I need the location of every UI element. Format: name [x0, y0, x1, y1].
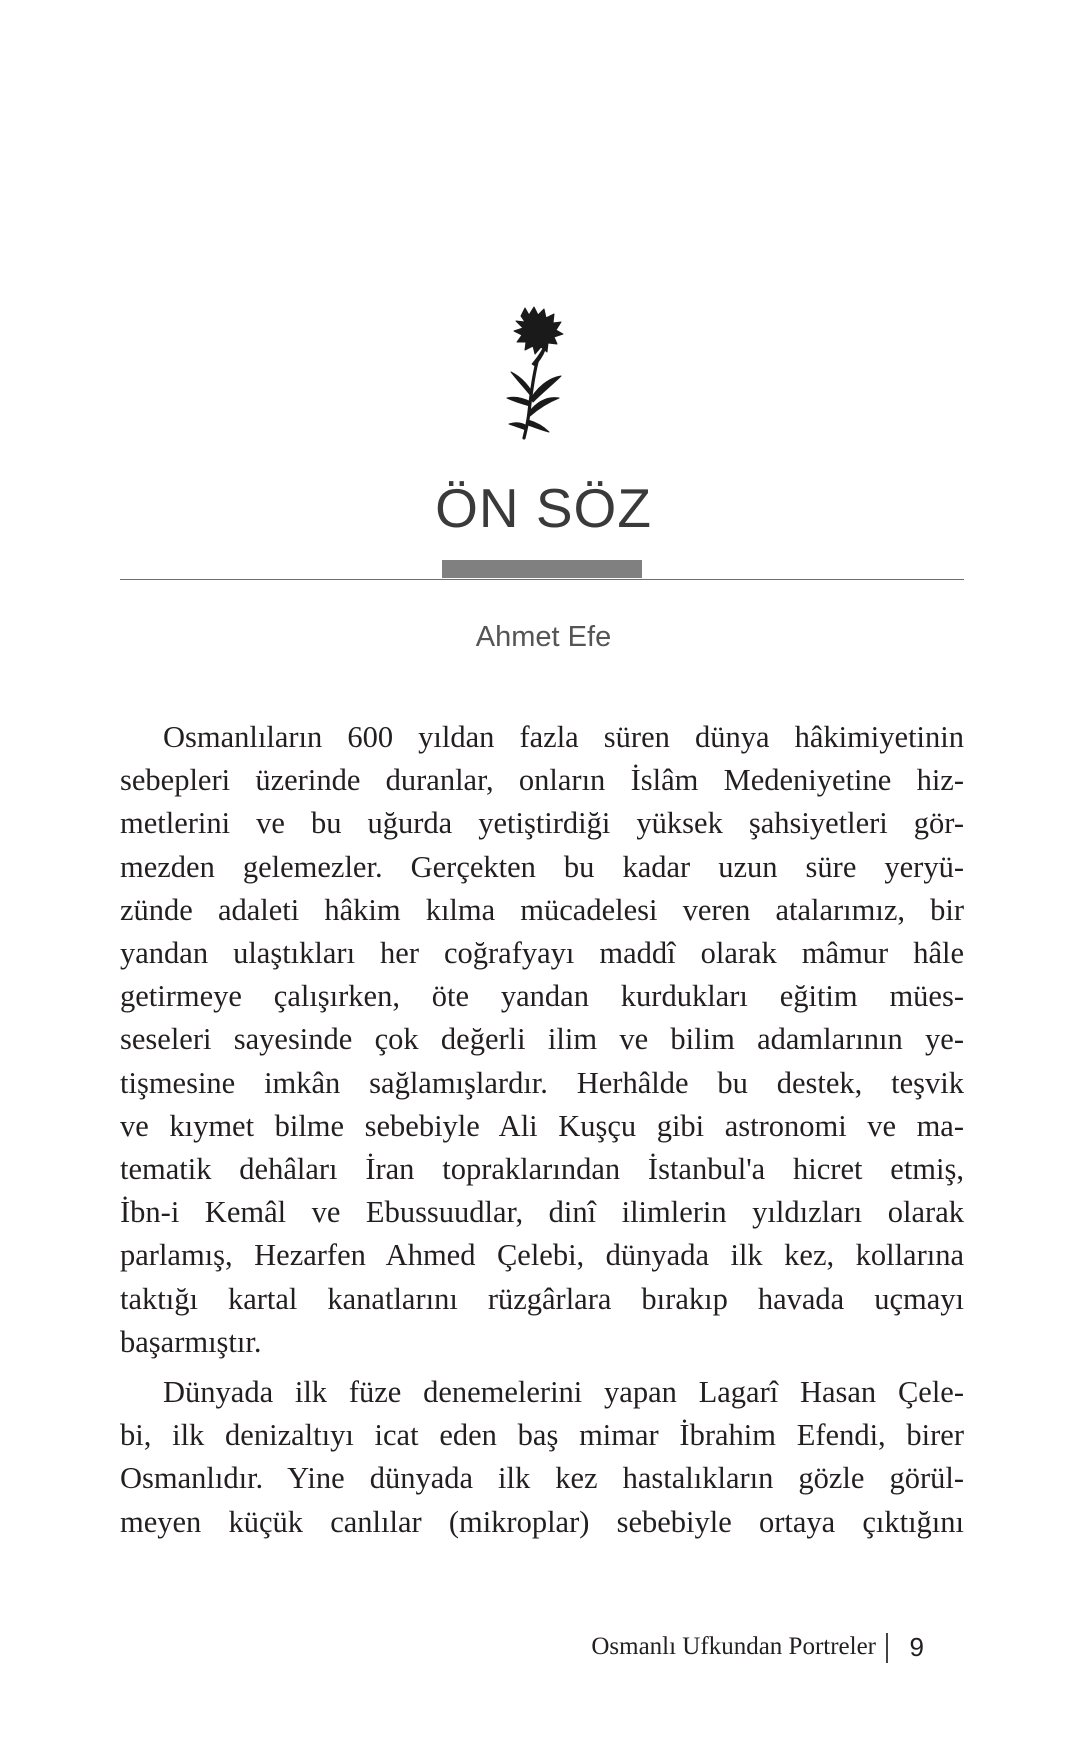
text-line: parlamış, Hezarfen Ahmed Çelebi, dünyada ilk kez, kollarına [120, 1238, 964, 1273]
text-line: mezden gelemezler. Gerçekten bu kadar uzun süre yeryü- [120, 849, 964, 884]
text-line: Dünyada ilk füze denemelerini yapan Lagarî Hasan Çele- [163, 1375, 964, 1410]
text-line: zünde adaleti hâkim kılma mücadelesi veren atalarımız, bir [120, 892, 964, 927]
paragraph [120, 1371, 964, 1544]
text-line: yandan ulaştıkları her coğrafyayı maddî olarak mâmur hâle [120, 936, 964, 971]
text-line: bi, ilk denizaltıyı icat eden baş mimar İbrahim Efendi, birer [120, 1418, 964, 1453]
title-underline-bar [442, 560, 642, 578]
text-line: sebepleri üzerinde duranlar, onların İslâm Medeniyetine hiz- [120, 763, 964, 798]
text-line: getirmeye çalışırken, öte yandan kurdukları eğitim mües- [120, 979, 964, 1014]
text-line: tematik dehâları İran topraklarından İstanbul'a hicret etmiş, [120, 1152, 964, 1187]
text-line: ve kıymet bilme sebebiyle Ali Kuşçu gibi astronomi ve ma- [120, 1108, 964, 1143]
text-line: Osmanlıların 600 yıldan fazla süren dünya hâkimiyetinin [163, 720, 964, 754]
text-line: İbn-i Kemâl ve Ebussuudlar, dinî ilimlerin yıldızları olarak [120, 1195, 964, 1230]
running-footer-title: Osmanlı Ufkundan Portreler [591, 1633, 876, 1660]
text-line: tişmesine imkân sağlamışlardır. Herhâlde bu destek, teşvik [120, 1065, 964, 1100]
text-line: meyen küçük canlılar (mikroplar) sebebiyle ortaya çıktığını [120, 1504, 964, 1539]
footer-separator [886, 1633, 888, 1663]
page-footer [560, 1627, 930, 1667]
body-text [120, 716, 964, 1544]
text-line: Osmanlıdır. Yine dünyada ilk kez hastalıkların gözle görül- [120, 1461, 964, 1496]
text-line: metlerini ve bu uğurda yetiştirdiği yüksek şahsiyetleri gör- [120, 806, 964, 841]
carnation-flower-icon [499, 306, 581, 441]
author-name: Ahmet Efe [475, 621, 612, 653]
text-line: taktığı kartal kanatlarını rüzgârlara bırakıp havada uçmayı [120, 1281, 964, 1316]
title-divider [120, 579, 964, 580]
page-number: 9 [909, 1632, 924, 1662]
page-title: ÖN SÖZ [435, 477, 652, 539]
text-line: başarmıştır. [120, 1324, 262, 1359]
text-line: seseleri sayesinde çok değerli ilim ve bilim adamlarının ye- [120, 1022, 964, 1057]
paragraph [120, 716, 964, 1364]
